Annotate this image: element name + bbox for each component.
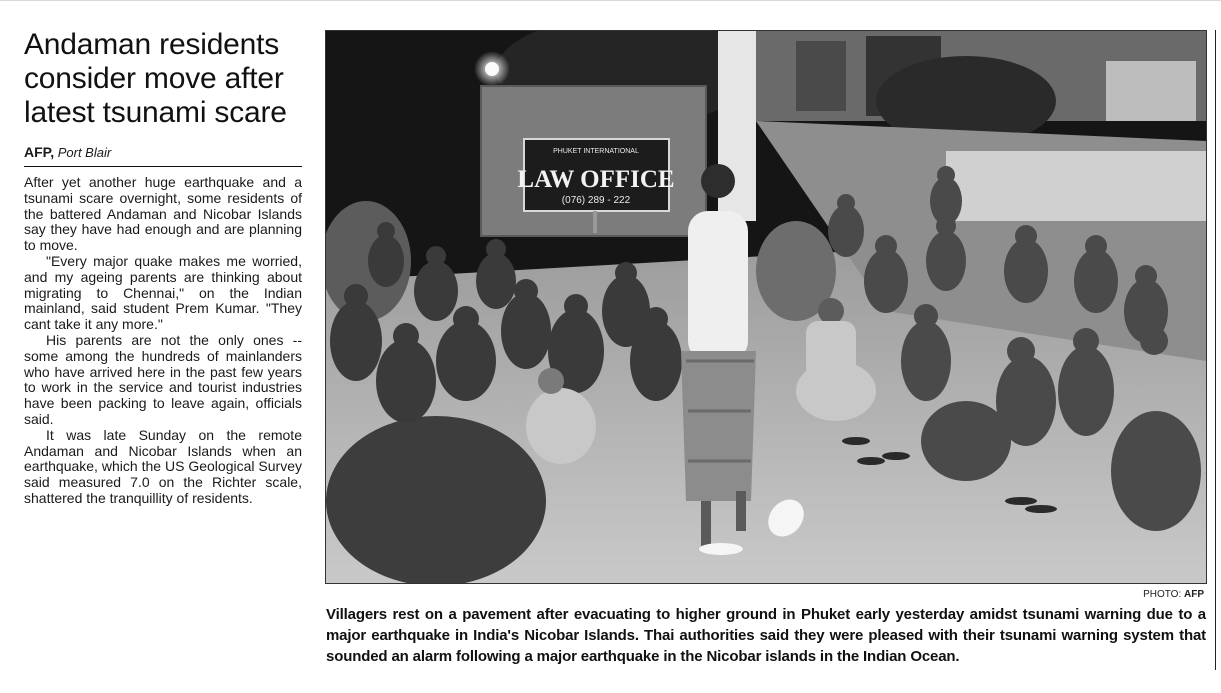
headline: Andaman residents consider move after latest tsunami scare — [24, 28, 287, 129]
sign-top-text: PHUKET INTERNATIONAL — [553, 148, 639, 155]
paragraph: After yet another huge earthquake and a tsunami scare overnight, some residents of the battered Andaman and Nicobar Islands say they have had enough and are planning to move. — [24, 174, 302, 254]
byline — [24, 144, 302, 167]
paragraph: His parents are not the only ones -- some among the hundreds of mainlanders who have arrived here in the past few years to work in the service and tourist industries have been packing to leave again, officials said. — [24, 331, 302, 427]
credit-label: PHOTO: — [1143, 589, 1182, 600]
street-lamp — [485, 62, 499, 76]
concrete-steps — [946, 151, 1206, 221]
fence — [1106, 61, 1196, 121]
photo-illustration — [326, 31, 1206, 583]
column-divider — [1215, 30, 1216, 670]
byline-agency: AFP, — [24, 144, 55, 160]
byline-place: Port Blair — [57, 145, 112, 160]
article — [24, 28, 302, 507]
paragraph: It was late Sunday on the remote Andaman and Nicobar Islands when an earthquake, which the US Geological Survey said measured 7.0 on the Richter scale, shattered the tranquillity of residents. — [24, 426, 302, 506]
sign-main-text: LAW OFFICE — [517, 166, 675, 193]
building-door — [796, 41, 846, 111]
news-photo — [325, 30, 1207, 584]
foreground-plant — [326, 416, 546, 583]
top-divider — [0, 0, 1221, 1]
photo-credit — [1143, 589, 1204, 600]
credit-source: AFP — [1184, 589, 1204, 600]
photo-caption: Villagers rest on a pavement after evacuating to higher ground in Phuket early yesterday amidst tsunami warning due to a major earthquake in India's Nicobar Islands. Thai authorities said they were pleased with their tsunami warning system that sounded an alarm following a major earthquake in the Nicobar islands in the Indian Ocean. — [326, 606, 1206, 665]
sign-post — [593, 211, 597, 233]
paragraph: "Every major quake makes me worried, and my ageing parents are thinking about migrating to Chennai," on the Indian mainland, said student Prem Kumar. "They cant take it any more." — [24, 252, 302, 333]
sign-phone-text: (076) 289 - 222 — [561, 195, 631, 206]
article-body — [24, 175, 302, 507]
